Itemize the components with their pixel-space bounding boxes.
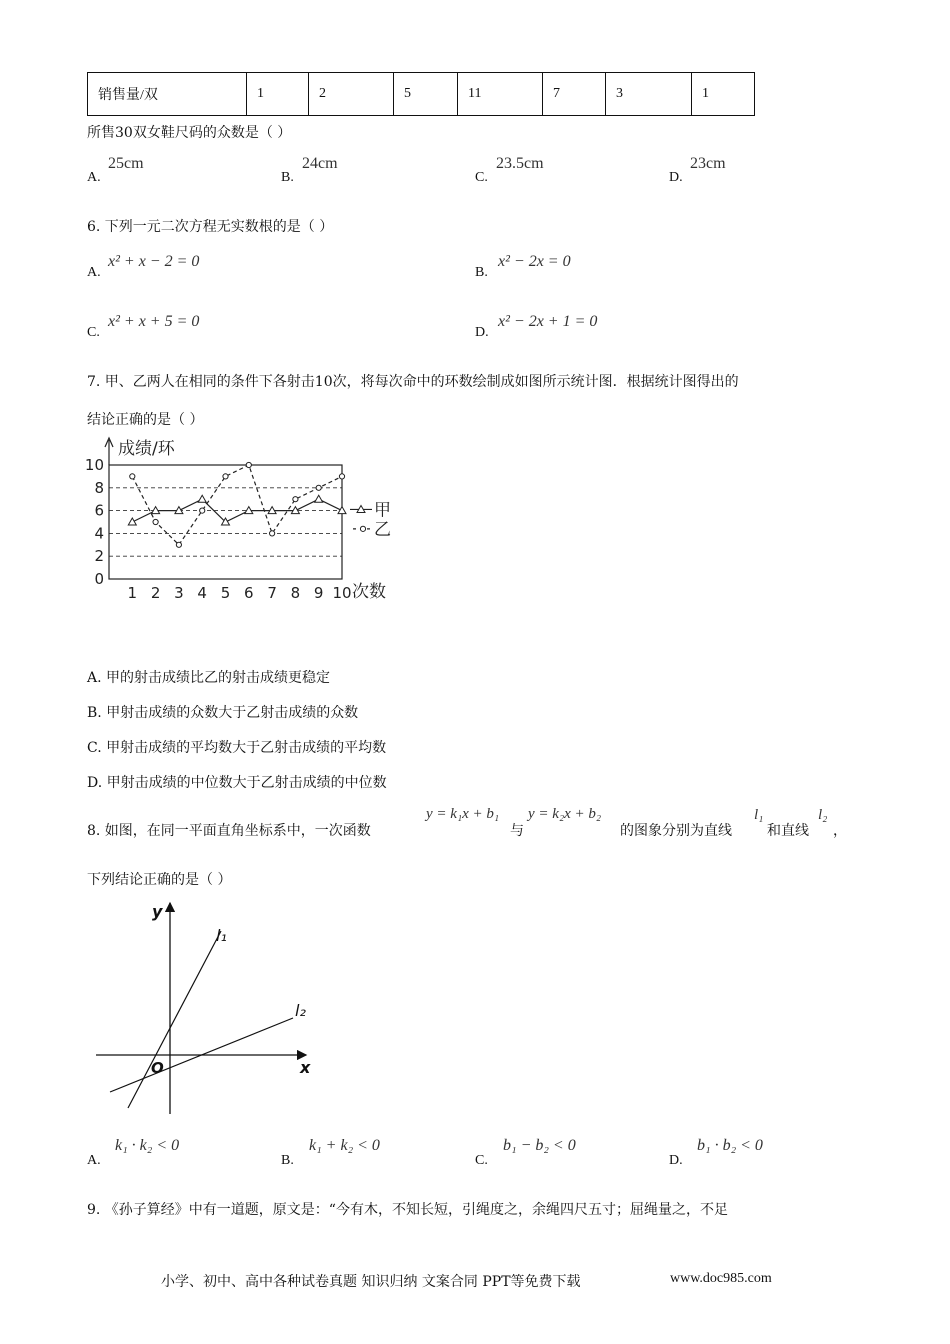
q8-line-l1: l₁ <box>754 807 764 823</box>
q8-coordinate-graph <box>88 897 328 1119</box>
series-yi-point <box>339 474 344 479</box>
q5-option-d-text: 23cm <box>690 155 726 172</box>
x-tick-label: 8 <box>290 584 301 602</box>
graph-origin-label: O <box>151 1059 164 1077</box>
q5-option-b-text: 24cm <box>302 155 338 172</box>
q5-option-b-letter: B. <box>281 170 294 185</box>
footer-text: 小学、初中、高中各种试卷真题 知识归纳 文案合同 PPT等免费下载 <box>161 1274 581 1290</box>
table-cell: 2 <box>309 73 394 116</box>
series-yi-point <box>316 485 321 490</box>
graph-y-label: y <box>152 902 163 921</box>
q7-option-c: C. 甲射击成绩的平均数大于乙射击成绩的平均数 <box>87 740 387 756</box>
q5-option-a-text: 25cm <box>108 155 144 172</box>
q7-option-a: A. 甲的射击成绩比乙的射击成绩更稳定 <box>87 670 331 686</box>
graph-l1-label: l₁ <box>216 926 227 945</box>
graph-x-label: x <box>300 1058 311 1077</box>
series-jia-point <box>338 507 346 514</box>
q9-stem: 9. 《孙子算经》中有一道题，原文是：“今有木，不知长短，引绳度之，余绳四尺五寸；屈绳量之，不足 <box>87 1202 728 1218</box>
table-cell: 7 <box>543 73 606 116</box>
x-tick-label: 7 <box>267 584 277 602</box>
q6-option-b-letter: B. <box>475 265 488 280</box>
legend-jia-label: 甲 <box>374 500 391 521</box>
q6-option-c-text: x² + x + 5 = 0 <box>108 313 200 330</box>
x-tick-label: 9 <box>313 584 324 602</box>
q6-option-c-letter: C. <box>87 325 100 340</box>
legend-yi-label: 乙 <box>374 519 391 540</box>
q7-option-d: D. 甲射击成绩的中位数大于乙射击成绩的中位数 <box>87 775 387 791</box>
q5-option-d-letter: D. <box>669 170 683 185</box>
q8-option-c-letter: C. <box>475 1153 488 1168</box>
shooting-score-chart <box>80 432 420 607</box>
q7-option-b: B. 甲射击成绩的众数大于乙射击成绩的众数 <box>87 705 359 721</box>
q8-function-2: y = k₂x + b₂ <box>528 806 602 822</box>
q8-option-b-letter: B. <box>281 1153 294 1168</box>
q5-option-a-letter: A. <box>87 170 101 185</box>
series-yi-point <box>153 519 158 524</box>
q8-option-d-letter: D. <box>669 1153 683 1168</box>
series-yi-point <box>200 508 205 513</box>
series-yi-point <box>293 497 298 502</box>
y-tick-label: 6 <box>94 501 104 520</box>
table-cell: 11 <box>458 73 543 116</box>
y-tick-label: 4 <box>94 524 104 543</box>
series-yi-point <box>130 474 135 479</box>
q6-option-b-text: x² − 2x = 0 <box>498 253 571 270</box>
q8-option-d-text: b₁ · b₂ < 0 <box>697 1137 763 1154</box>
legend-yi-marker <box>360 526 365 531</box>
table-cell: 1 <box>247 73 309 116</box>
x-tick-label: 2 <box>150 584 161 602</box>
x-axis-label: 次数 <box>352 582 386 602</box>
series-yi-point <box>270 531 275 536</box>
chart-legend <box>350 500 391 539</box>
series-yi-line <box>132 465 342 545</box>
chart-series <box>128 462 346 547</box>
y-axis-label: 成绩/环 <box>118 439 175 459</box>
chart-axes <box>85 438 352 602</box>
q6-option-d-text: x² − 2x + 1 = 0 <box>498 313 598 330</box>
sales-table <box>87 72 755 116</box>
y-tick-label: 0 <box>94 570 104 588</box>
footer-url[interactable]: www.doc985.com <box>670 1271 772 1286</box>
series-yi-point <box>223 474 228 479</box>
q6-option-a-letter: A. <box>87 265 101 280</box>
y-tick-label: 10 <box>84 456 104 474</box>
q8-connector: 与 <box>510 823 524 839</box>
q7-stem-line2: 结论正确的是（ ） <box>87 412 204 428</box>
q8-option-a-text: k₁ · k₂ < 0 <box>115 1137 180 1154</box>
q8-function-1: y = k₁x + b₁ <box>426 806 500 822</box>
q8-option-c-text: b₁ − b₂ < 0 <box>503 1137 576 1154</box>
line-l1 <box>128 931 221 1108</box>
q5-option-c-text: 23.5cm <box>496 155 544 172</box>
q6-option-d-letter: D. <box>475 325 489 340</box>
q5-stem: 所售30双女鞋尺码的众数是（ ） <box>87 125 292 141</box>
q8-line-l2: l₂ <box>818 807 828 823</box>
series-yi-point <box>176 542 181 547</box>
table-cell: 3 <box>606 73 692 116</box>
table-row-label: 销售量/双 <box>88 73 247 116</box>
q8-stem-line2: 下列结论正确的是（ ） <box>87 872 232 888</box>
q5-option-c-letter: C. <box>475 170 488 185</box>
graph-l2-label: l₂ <box>295 1001 306 1020</box>
x-tick-label: 5 <box>220 584 231 602</box>
q6-option-a-text: x² + x − 2 = 0 <box>108 253 200 270</box>
series-jia-point <box>315 495 323 502</box>
y-tick-label: 2 <box>94 547 104 566</box>
series-yi-point <box>246 462 251 467</box>
series-jia-point <box>128 518 136 525</box>
y-tick-label: 8 <box>94 478 104 497</box>
q8-option-a-letter: A. <box>87 1153 101 1168</box>
table-cell: 1 <box>692 73 755 116</box>
q8-comma: ， <box>833 823 847 839</box>
x-tick-label: 3 <box>174 584 184 602</box>
q7-stem-line1: 7. 甲、乙两人在相同的条件下各射击10次，将每次命中的环数绘制成如图所示统计图．根据统计图得出的 <box>87 374 739 390</box>
q8-stem-prefix: 8. 如图，在同一平面直角坐标系中，一次函数 <box>87 823 371 839</box>
x-tick-label: 6 <box>244 584 254 602</box>
q8-option-b-text: k₁ + k₂ < 0 <box>309 1137 380 1154</box>
table-row <box>88 73 755 116</box>
x-tick-label: 1 <box>127 584 138 602</box>
table-cell: 5 <box>394 73 458 116</box>
x-tick-label: 10 <box>332 584 352 602</box>
q6-stem: 6. 下列一元二次方程无实数根的是（ ） <box>87 219 334 235</box>
series-jia-point <box>198 495 206 502</box>
x-tick-label: 4 <box>197 584 207 602</box>
q8-stem-mid: 的图象分别为直线 <box>620 823 732 839</box>
q8-and: 和直线 <box>767 823 809 839</box>
